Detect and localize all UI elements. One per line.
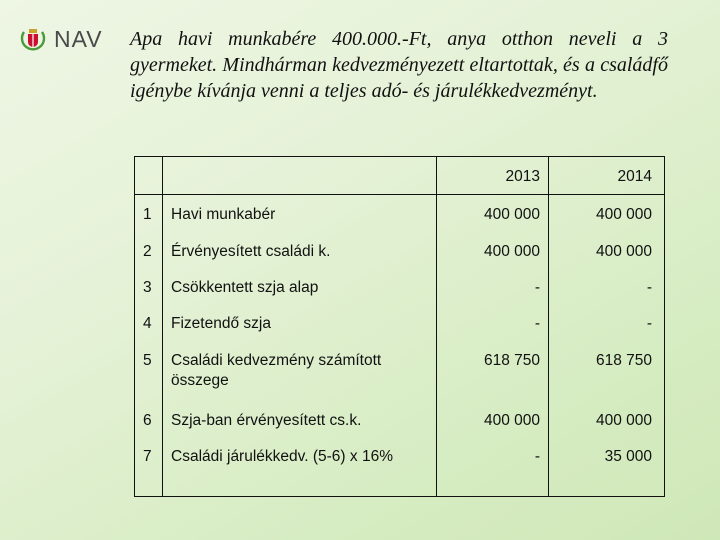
row-label: Családi kedvezmény számított összege <box>163 341 437 401</box>
header-year-2014: 2014 <box>549 157 665 195</box>
header-num-cell <box>135 157 163 195</box>
value-2013: - <box>437 437 549 497</box>
value-2014: 400 000 <box>549 232 665 268</box>
value-2013: 400 000 <box>437 232 549 268</box>
value-2013: - <box>437 268 549 304</box>
table-row <box>135 437 665 497</box>
logo-text: NAV <box>54 26 103 52</box>
row-number: 2 <box>135 232 163 268</box>
hungarian-crest-icon <box>18 22 48 58</box>
row-number: 4 <box>135 304 163 341</box>
table-row <box>135 304 665 341</box>
value-2013: - <box>437 304 549 341</box>
table-row <box>135 341 665 401</box>
row-number: 7 <box>135 437 163 497</box>
nav-logo <box>18 22 108 58</box>
row-label: Érvényesített családi k. <box>163 232 437 268</box>
table-row <box>135 232 665 268</box>
tax-table <box>134 156 665 497</box>
header-label-cell <box>163 157 437 195</box>
header-year-2013: 2013 <box>437 157 549 195</box>
value-2013: 400 000 <box>437 401 549 437</box>
row-number: 1 <box>135 195 163 232</box>
value-2014: - <box>549 304 665 341</box>
row-label: Csökkentett szja alap <box>163 268 437 304</box>
intro-paragraph: Apa havi munkabére 400.000.-Ft, anya otthon neveli a 3 gyermeket. Mindhárman kedvezményezett eltartottak, és a családfő igénybe kívánja venni a teljes adó- és járulékkedvezményt. <box>130 28 668 102</box>
value-2014: 400 000 <box>549 195 665 232</box>
value-2013: 618 750 <box>437 341 549 401</box>
table-row <box>135 401 665 437</box>
row-label: Szja-ban érvényesített cs.k. <box>163 401 437 437</box>
value-2014: 35 000 <box>549 437 665 497</box>
row-number: 5 <box>135 341 163 401</box>
value-2014: - <box>549 268 665 304</box>
row-label: Családi járulékkedv. (5-6) x 16% <box>163 437 437 497</box>
row-label: Havi munkabér <box>163 195 437 232</box>
value-2013: 400 000 <box>437 195 549 232</box>
value-2014: 400 000 <box>549 401 665 437</box>
row-number: 3 <box>135 268 163 304</box>
row-label: Fizetendő szja <box>163 304 437 341</box>
table-row <box>135 268 665 304</box>
table-row <box>135 195 665 232</box>
value-2014: 618 750 <box>549 341 665 401</box>
table-header-row <box>135 157 665 195</box>
row-number: 6 <box>135 401 163 437</box>
